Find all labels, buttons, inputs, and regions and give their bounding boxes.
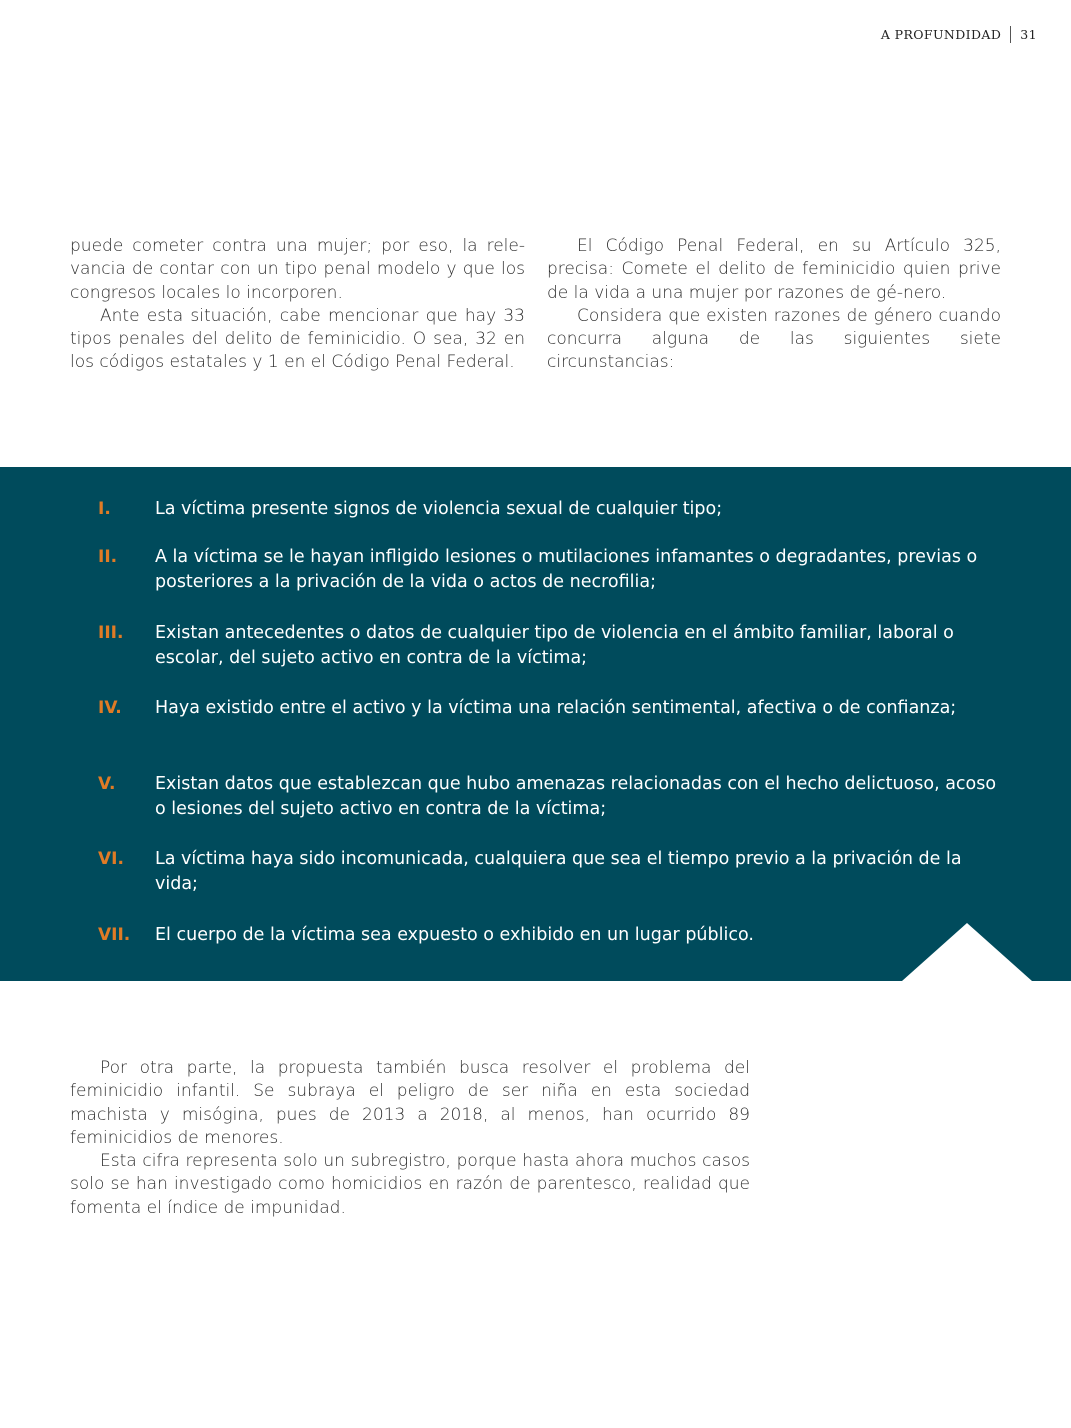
criterion-text: El cuerpo de la víctima sea expuesto o exhibido en un lugar público.: [155, 925, 754, 945]
criterion-item: [98, 545, 1010, 595]
paragraph: El Código Penal Federal, en su Artículo 325, precisa: Comete el delito de feminicidio quien prive de la vida a una mujer por razones de gé-nero.: [547, 236, 1001, 303]
criteria-band: [0, 467, 1071, 981]
criterion-numeral: V.: [98, 774, 116, 794]
criterion-text: Existan antecedentes o datos de cualquier tipo de violencia en el ámbito familiar, laboral o escolar, del sujeto activo en contra de la víctima;: [155, 623, 954, 668]
paragraph: Por otra parte, la propuesta también busca resolver el problema del feminicidio infantil. Se subraya el peligro de ser niña en esta sociedad machista y misógina, pues de 2013 a 2018, al menos, han ocurrido 89 feminicidios de menores.: [70, 1058, 750, 1148]
criterion-text: La víctima presente signos de violencia sexual de cualquier tipo;: [155, 499, 723, 519]
criterion-numeral: II.: [98, 547, 118, 567]
criterion-text: A la víctima se le hayan infligido lesiones o mutilaciones infamantes o degradantes, previas o posteriores a la privación de la vida o actos de necrofilia;: [155, 547, 978, 592]
header-divider: [1010, 26, 1011, 43]
criterion-item: [98, 923, 1010, 948]
criterion-text: Haya existido entre el activo y la víctima una relación sentimental, afectiva o de confianza;: [155, 698, 957, 718]
section-title: A PROFUNDIDAD: [880, 27, 1002, 42]
criterion-numeral: VII.: [98, 925, 131, 945]
paragraph: Considera que existen razones de género cuando concurra alguna de las siguientes siete circunstancias:: [547, 305, 1001, 373]
paragraph: puede cometer contra una mujer; por eso, la rele-vancia de contar con un tipo penal modelo y que los congresos locales lo incorporen.: [70, 236, 525, 303]
criterion-item: [98, 696, 1010, 721]
criterion-item: [98, 497, 1010, 522]
left-column: [70, 235, 525, 375]
criterion-numeral: III.: [98, 623, 124, 643]
criterion-item: [98, 772, 1010, 822]
criterion-text: Existan datos que establezcan que hubo amenazas relacionadas con el hecho delictuoso, acoso o lesiones del sujeto activo en contra de la víctima;: [155, 774, 997, 819]
paragraph: Ante esta situación, cabe mencionar que hay 33 tipos penales del delito de feminicidio. O sea, 32 en los códigos estatales y 1 en el Código Penal Federal.: [70, 305, 525, 373]
bottom-column: [70, 1057, 750, 1220]
right-column: [547, 235, 1001, 375]
criterion-numeral: I.: [98, 499, 111, 519]
criteria-list: [0, 467, 1071, 981]
criterion-item: [98, 621, 1010, 671]
running-head: [881, 26, 1037, 43]
criterion-item: [98, 847, 1010, 897]
page-number: 31: [1020, 27, 1037, 42]
paragraph: Esta cifra representa solo un subregistro, porque hasta ahora muchos casos solo se han investigado como homicidios en razón de parentesco, realidad que fomenta el índice de impunidad.: [70, 1151, 750, 1218]
criterion-numeral: VI.: [98, 849, 124, 869]
criterion-text: La víctima haya sido incomunicada, cualquiera que sea el tiempo previo a la privación de la vida;: [155, 849, 962, 894]
criterion-numeral: IV.: [98, 698, 122, 718]
